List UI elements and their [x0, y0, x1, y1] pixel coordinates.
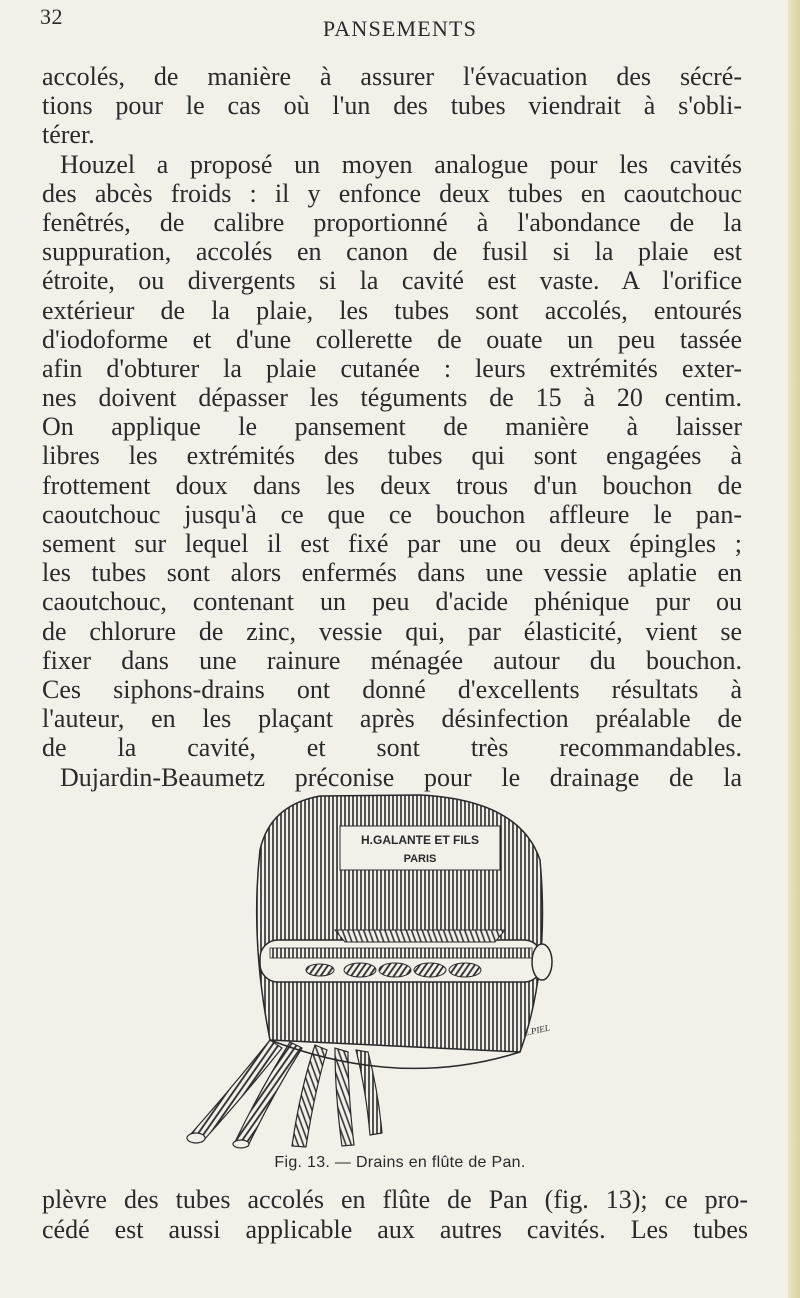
- engraver-signature: E.PIEL: [522, 1022, 551, 1038]
- text-line: l'auteur, en les plaçant après désinfection préalable de: [42, 704, 742, 734]
- text-line: Houzel a proposé un moyen analogue pour les cavités: [60, 149, 742, 179]
- text-line: tions pour le cas où l'un des tubes viendrait à s'obli-: [42, 91, 742, 121]
- text-line: afin d'obturer la plaie cutanée : leurs extrémités exter-: [42, 353, 742, 383]
- pan-flute-drain-illustration: [120, 790, 640, 1150]
- text-line: fixer dans une rainure ménagée autour du bouchon.: [42, 645, 742, 675]
- text-line: étroite, ou divergents si la cavité est vaste. A l'orifice: [42, 266, 742, 296]
- text-line: fenêtrés, de calibre proportionné à l'abondance de la: [42, 207, 742, 237]
- text-line: des abcès froids : il y enfonce deux tubes en caoutchouc: [42, 178, 742, 208]
- text-line: Ces siphons-drains ont donné d'excellents résultats à: [42, 674, 742, 704]
- maker-label-line2: PARIS: [403, 853, 437, 865]
- text-line: libres les extrémités des tubes qui sont engagées à: [42, 441, 742, 471]
- page-number: 32: [40, 4, 63, 29]
- text-line: extérieur de la plaie, les tubes sont accolés, entourés: [42, 295, 742, 325]
- figure-caption: Fig. 13. — Drains en flûte de Pan.: [274, 1154, 526, 1171]
- text-line: d'iodoforme et d'une collerette de ouate un peu tassée: [42, 324, 742, 354]
- text-line: cédé est aussi applicable aux autres cavités. Les tubes: [42, 1214, 748, 1244]
- main-paragraphs: [42, 62, 742, 792]
- text-line: sement sur lequel il est fixé par une ou deux épingles ;: [42, 529, 742, 558]
- text-line: de chlorure de zinc, vessie qui, par élasticité, vient se: [42, 616, 742, 646]
- text-line: accolés, de manière à assurer l'évacuation des sécré-: [42, 62, 742, 91]
- text-line: les tubes sont alors enfermés dans une vessie aplatie en: [42, 558, 742, 588]
- page-edge: [788, 0, 800, 1298]
- text-line: caoutchouc jusqu'à ce que ce bouchon affleure le pan-: [42, 499, 742, 529]
- text-line: plèvre des tubes accolés en flûte de Pan (fig. 13); ce pro-: [42, 1185, 748, 1214]
- text-line: frottement doux dans les deux trous d'un bouchon de: [42, 470, 742, 500]
- text-line: caoutchouc, contenant un peu d'acide phénique pur ou: [42, 587, 742, 617]
- text-line: térer.: [42, 120, 95, 150]
- text-line: nes doivent dépasser les téguments de 15 à 20 centim.: [42, 383, 742, 413]
- maker-label-plate: [340, 826, 500, 870]
- figure-pan-flute-drains: [120, 790, 640, 1150]
- text-line: Dujardin-Beaumetz préconise pour le drainage de la: [60, 762, 742, 792]
- drain-tubes: [187, 1040, 382, 1148]
- text-line: On applique le pansement de manière à laisser: [42, 412, 742, 442]
- text-line: de la cavité, et sont très recommandables.: [42, 733, 742, 763]
- running-title: PANSEMENTS: [322, 16, 478, 41]
- closing-paragraph: [42, 1185, 748, 1244]
- text-line: suppuration, accolés en canon de fusil si la plaie est: [42, 237, 742, 267]
- maker-label-line1: H.GALANTE ET FILS: [361, 833, 479, 847]
